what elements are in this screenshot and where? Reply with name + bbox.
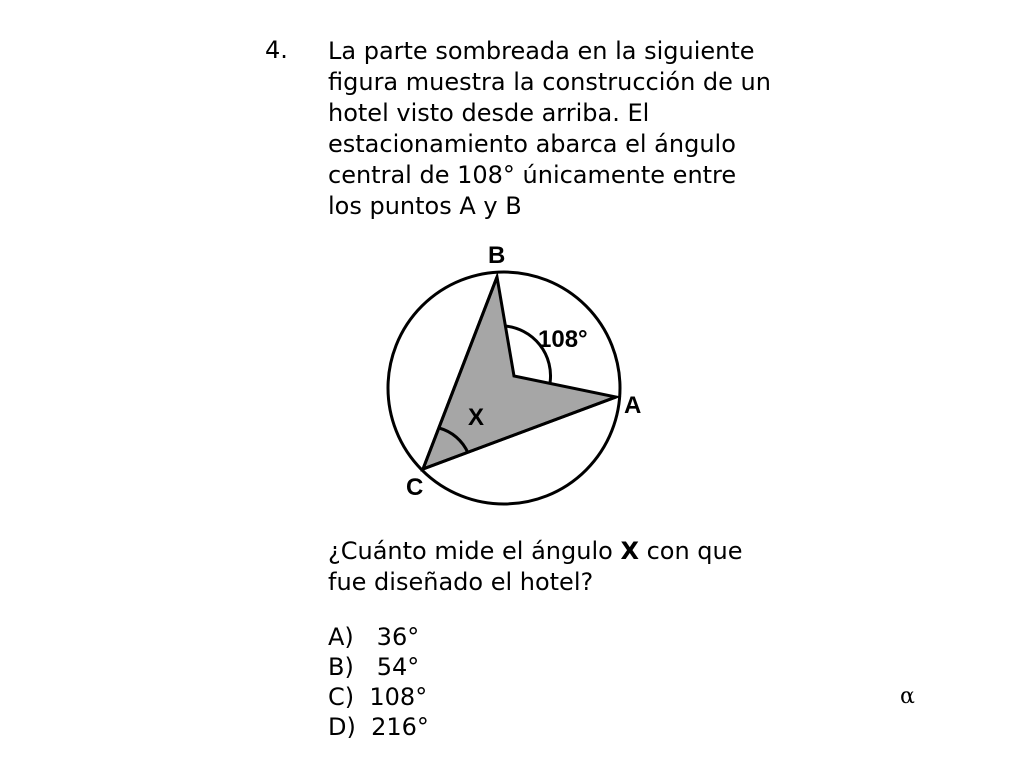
stem-line: figura muestra la construcción de un [328,68,771,96]
ask-text-part1: ¿Cuánto mide el ángulo [328,537,621,565]
circle-diagram [370,235,670,510]
question-ask [328,536,848,598]
stem-line: los puntos A y B [328,192,522,220]
option-b[interactable]: B) 54° [328,653,420,681]
alpha-symbol: α [900,684,915,709]
option-c[interactable]: C) 108° [328,683,428,711]
stem-line: central de 108° únicamente entre [328,161,737,189]
question-number: 4. [265,36,288,64]
point-c-label: C [406,474,424,501]
ask-text-part2: con que [638,537,743,565]
option-d[interactable]: D) 216° [328,713,429,741]
stem-line: hotel visto desde arriba. El [328,99,650,127]
ask-line-1 [328,536,848,567]
ask-bold-x: X [620,537,639,565]
stem-line: La parte sombreada en la siguiente [328,37,755,65]
option-a[interactable]: A) 36° [328,623,420,651]
point-b-label: B [488,242,506,269]
answer-options [328,622,429,742]
question-stem [328,36,848,222]
central-angle-label: 108° [538,326,588,353]
point-a-label: A [624,392,642,419]
ask-line-2: fue diseñado el hotel? [328,568,594,596]
angle-x-label: X [468,404,485,431]
hotel-figure [370,235,670,510]
stem-line: estacionamiento abarca el ángulo [328,130,736,158]
